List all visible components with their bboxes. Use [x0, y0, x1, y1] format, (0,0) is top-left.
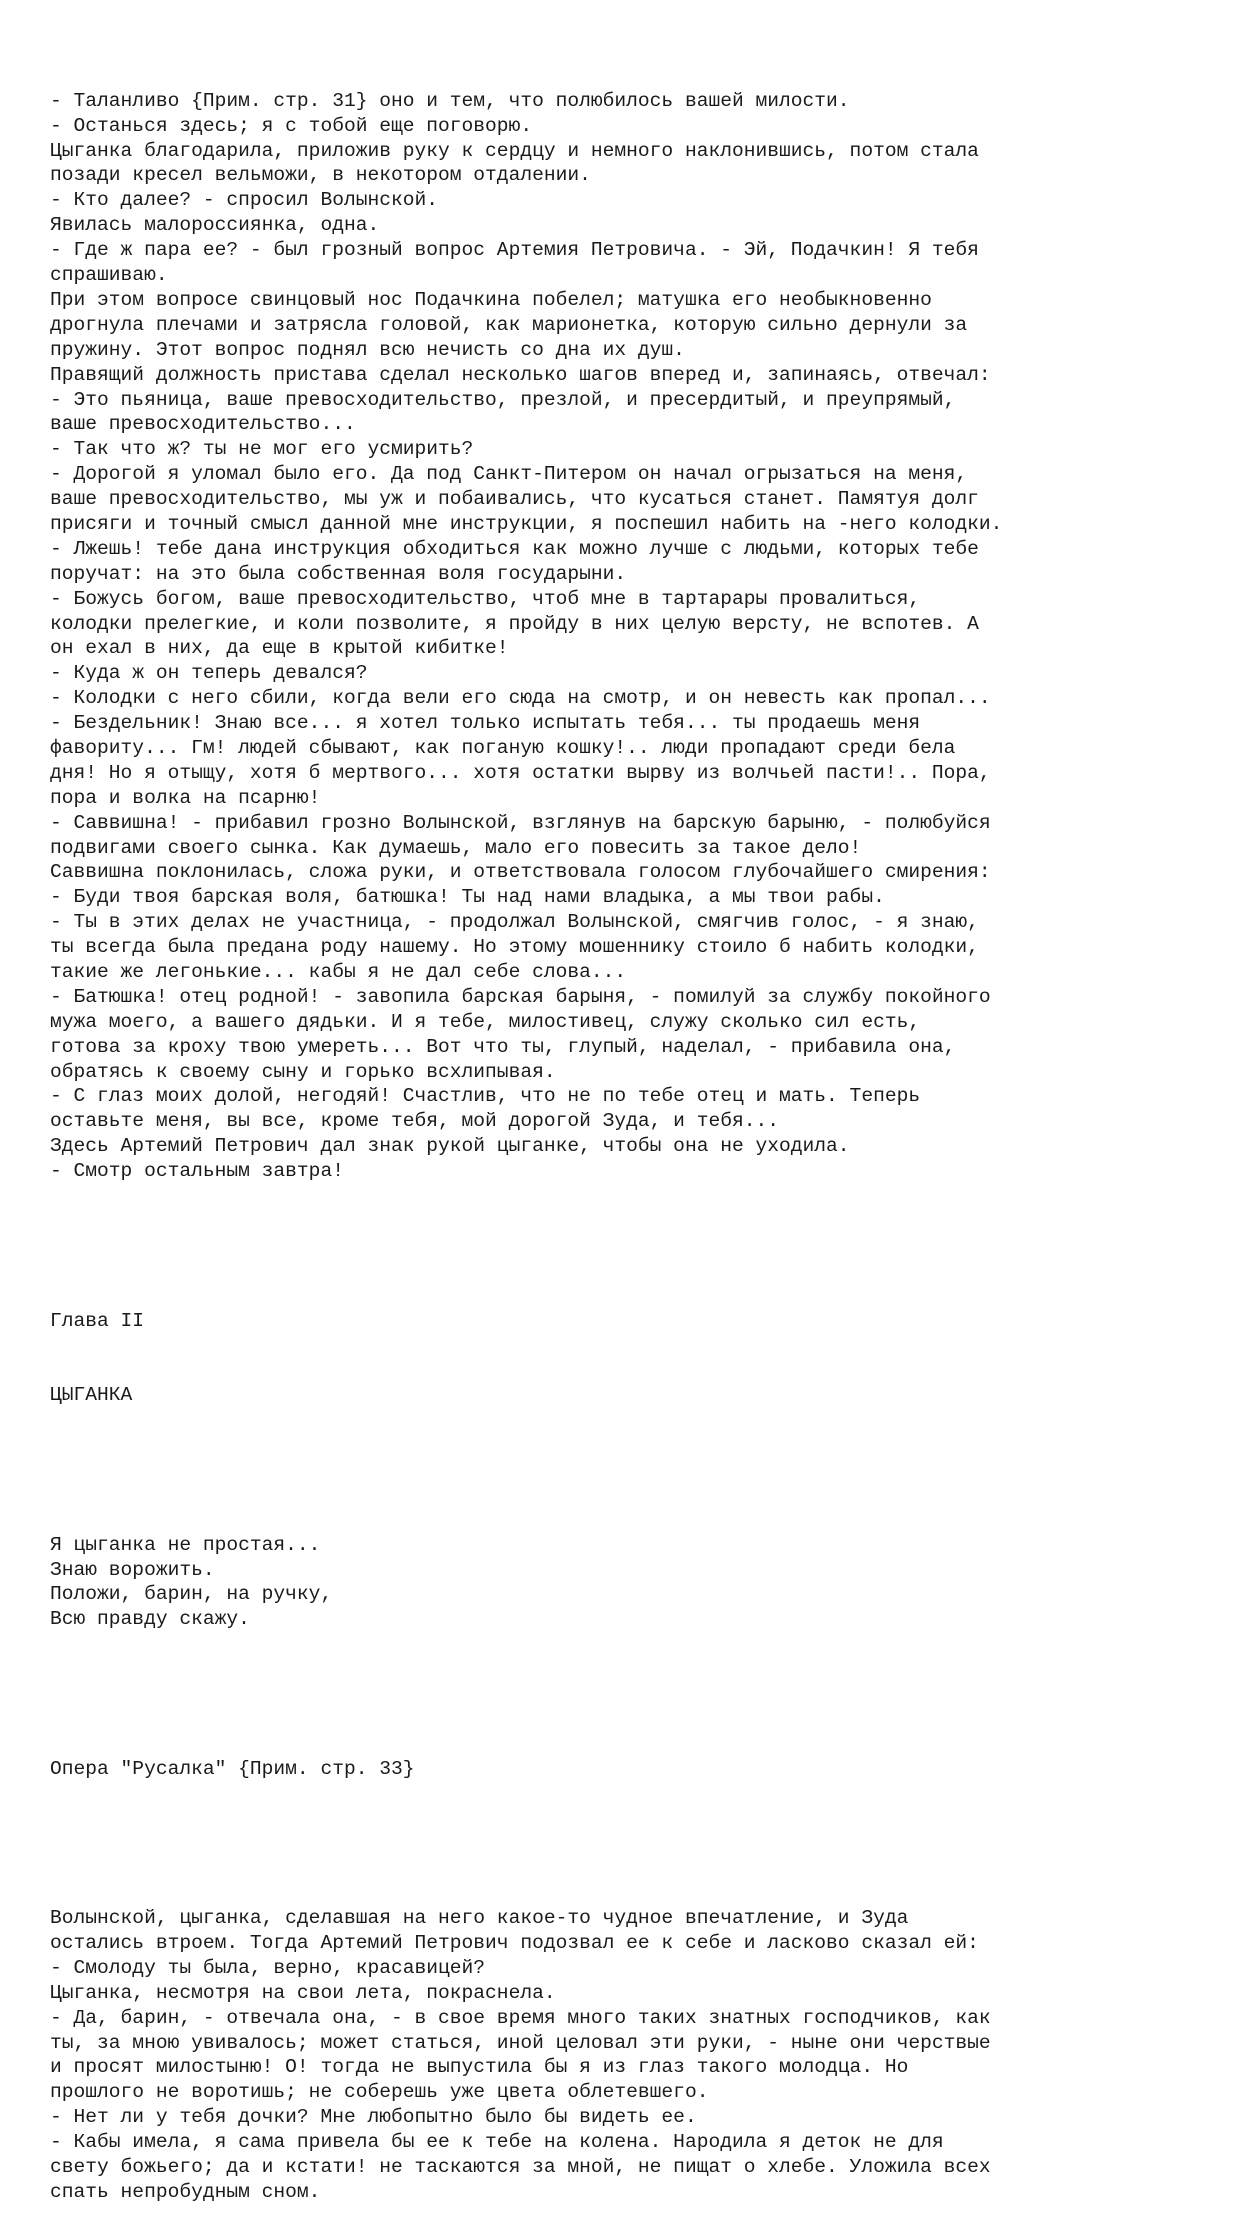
- text-line: Явилась малороссиянка, одна.: [50, 214, 380, 237]
- text-line: такие же легонькие... кабы я не дал себе слова...: [50, 960, 627, 983]
- text-line: он ехал в них, да еще в крытой кибитке!: [50, 637, 509, 660]
- text-line: ты всегда была предана роду нашему. Но этому мошеннику стоило б набить колодки,: [50, 936, 979, 959]
- chapter-title: ЦЫГАНКА: [50, 1384, 133, 1407]
- document-page: [50, 39, 1230, 2230]
- text-line: Положи, барин, на ручку,: [50, 1583, 333, 1606]
- text-line: фавориту... Гм! людей сбывают, как поганую кошку!.. люди пропадают среди бела: [50, 736, 956, 759]
- text-line: мужа моего, а вашего дядьки. И я тебе, милостивец, служу сколько сил есть,: [50, 1010, 921, 1033]
- text-line: ваше превосходительство...: [50, 413, 356, 436]
- text-line: прошлого не воротишь; не соберешь уже цвета облетевшего.: [50, 2081, 709, 2104]
- text-line: ваше превосходительство, мы уж и побаивались, что кусаться станет. Памятуя долг: [50, 488, 979, 511]
- text-line: Здесь Артемий Петрович дал знак рукой цыганке, чтобы она не уходила.: [50, 1135, 850, 1158]
- text-line: позади кресел вельможи, в некотором отдалении.: [50, 164, 591, 187]
- text-block-2: [50, 1906, 1230, 2205]
- text-line: - Колодки с него сбили, когда вели его сюда на смотр, и он невесть как пропал...: [50, 687, 991, 710]
- text-line: - Нет ли у тебя дочки? Мне любопытно было бы видеть ее.: [50, 2106, 697, 2129]
- text-line: - Дорогой я уломал было его. Да под Санкт-Питером он начал огрызаться на меня,: [50, 463, 968, 486]
- text-line: - Да, барин, - отвечала она, - в свое время много таких знатных господчиков, как: [50, 2006, 991, 2029]
- text-line: оставьте меня, вы все, кроме тебя, мой дорогой Зуда, и тебя...: [50, 1110, 780, 1133]
- text-line: Правящий должность пристава сделал несколько шагов вперед и, запинаясь, отвечал:: [50, 363, 991, 386]
- text-line: ты, за мною увивалось; может статься, иной целовал эти руки, - ныне они черствые: [50, 2031, 991, 2054]
- text-line: присяги и точный смысл данной мне инструкции, я поспешил набить на -него колодки.: [50, 512, 1003, 535]
- text-line: - Кто далее? - спросил Волынской.: [50, 189, 439, 212]
- blank-line: [50, 1458, 1230, 1483]
- text-line: пружину. Этот вопрос поднял всю нечисть со дна их душ.: [50, 338, 685, 361]
- epigraph: [50, 1533, 1230, 1633]
- text-line: - Божусь богом, ваше превосходительство, чтоб мне в тартарары провалиться,: [50, 587, 921, 610]
- text-line: Цыганка благодарила, приложив руку к сердцу и немного наклонившись, потом стала: [50, 139, 979, 162]
- text-line: - С глаз моих долой, негодяй! Счастлив, что не по тебе отец и мать. Теперь: [50, 1085, 921, 1108]
- blank-line: [50, 1234, 1230, 1259]
- text-line: - Останься здесь; я с тобой еще поговорю.: [50, 114, 533, 137]
- text-line: Волынской, цыганка, сделавшая на него какое-то чудное впечатление, и Зуда: [50, 1907, 909, 1930]
- text-line: - Лжешь! тебе дана инструкция обходиться как можно лучше с людьми, которых тебе: [50, 537, 979, 560]
- text-line: - Где ж пара ее? - был грозный вопрос Артемия Петровича. - Эй, Подачкин! Я тебя: [50, 239, 979, 262]
- text-line: - Таланливо {Прим. стр. 31} оно и тем, что полюбилось вашей милости.: [50, 89, 850, 112]
- text-line: Я цыганка не простая...: [50, 1533, 321, 1556]
- text-line: спрашиваю.: [50, 264, 168, 287]
- text-line: Всю правду скажу.: [50, 1608, 250, 1631]
- text-line: и просят милостыню! О! тогда не выпустила бы я из глаз такого молодца. Но: [50, 2056, 909, 2079]
- text-line: При этом вопросе свинцовый нос Подачкина побелел; матушка его необыкновенно: [50, 288, 932, 311]
- text-line: - Буди твоя барская воля, батюшка! Ты над нами владыка, а мы твои рабы.: [50, 886, 885, 909]
- text-line: обратясь к своему сыну и горько всхлипывая.: [50, 1060, 556, 1083]
- text-line: Цыганка, несмотря на свои лета, покраснела.: [50, 1981, 556, 2004]
- text-line: - Батюшка! отец родной! - завопила барская барыня, - помилуй за службу покойного: [50, 985, 991, 1008]
- text-line: поручат: на это была собственная воля государыни.: [50, 562, 627, 585]
- text-block-1: [50, 89, 1230, 1184]
- text-line: - Кабы имела, я сама привела бы ее к тебе на колена. Народила я деток не для: [50, 2131, 944, 2154]
- text-line: - Это пьяница, ваше превосходительство, презлой, и пресердитый, и преупрямый,: [50, 388, 956, 411]
- epigraph-source: Опера "Русалка" {Прим. стр. 33}: [50, 1757, 415, 1780]
- blank-line: [50, 1831, 1230, 1856]
- text-line: - Смотр остальным завтра!: [50, 1160, 344, 1183]
- text-line: Знаю ворожить.: [50, 1558, 215, 1581]
- text-line: пора и волка на псарню!: [50, 786, 321, 809]
- text-line: - Смолоду ты была, верно, красавицей?: [50, 1956, 486, 1979]
- text-line: - Саввишна! - прибавил грозно Волынской, взглянув на барскую барыню, - полюбуйся: [50, 811, 991, 834]
- text-line: свету божьего; да и кстати! не таскаются за мной, не пищат о хлебе. Уложила всех: [50, 2156, 991, 2179]
- text-line: - Куда ж он теперь девался?: [50, 662, 368, 685]
- text-line: спать непробудным сном.: [50, 2180, 321, 2203]
- text-line: - Так что ж? ты не мог его усмирить?: [50, 438, 474, 461]
- text-line: подвигами своего сынка. Как думаешь, мало его повесить за такое дело!: [50, 836, 862, 859]
- chapter-number: Глава II: [50, 1309, 145, 1332]
- text-line: готова за кроху твою умереть... Вот что ты, глупый, наделал, - прибавила она,: [50, 1035, 956, 1058]
- text-line: Саввишна поклонилась, сложа руки, и ответствовала голосом глубочайшего смирения:: [50, 861, 991, 884]
- text-line: - Ты в этих делах не участница, - продолжал Волынской, смягчив голос, - я знаю,: [50, 911, 979, 934]
- text-line: - Бездельник! Знаю все... я хотел только испытать тебя... ты продаешь меня: [50, 712, 921, 735]
- text-line: дня! Но я отыщу, хотя б мертвого... хотя остатки вырву из волчьей пасти!.. Пора,: [50, 761, 991, 784]
- blank-line: [50, 1682, 1230, 1707]
- text-line: колодки прелегкие, и коли позволите, я пройду в них целую версту, не вспотев. А: [50, 612, 979, 635]
- text-line: остались втроем. Тогда Артемий Петрович подозвал ее к себе и ласково сказал ей:: [50, 1932, 979, 1954]
- text-line: дрогнула плечами и затрясла головой, как марионетка, которую сильно дернули за: [50, 313, 968, 336]
